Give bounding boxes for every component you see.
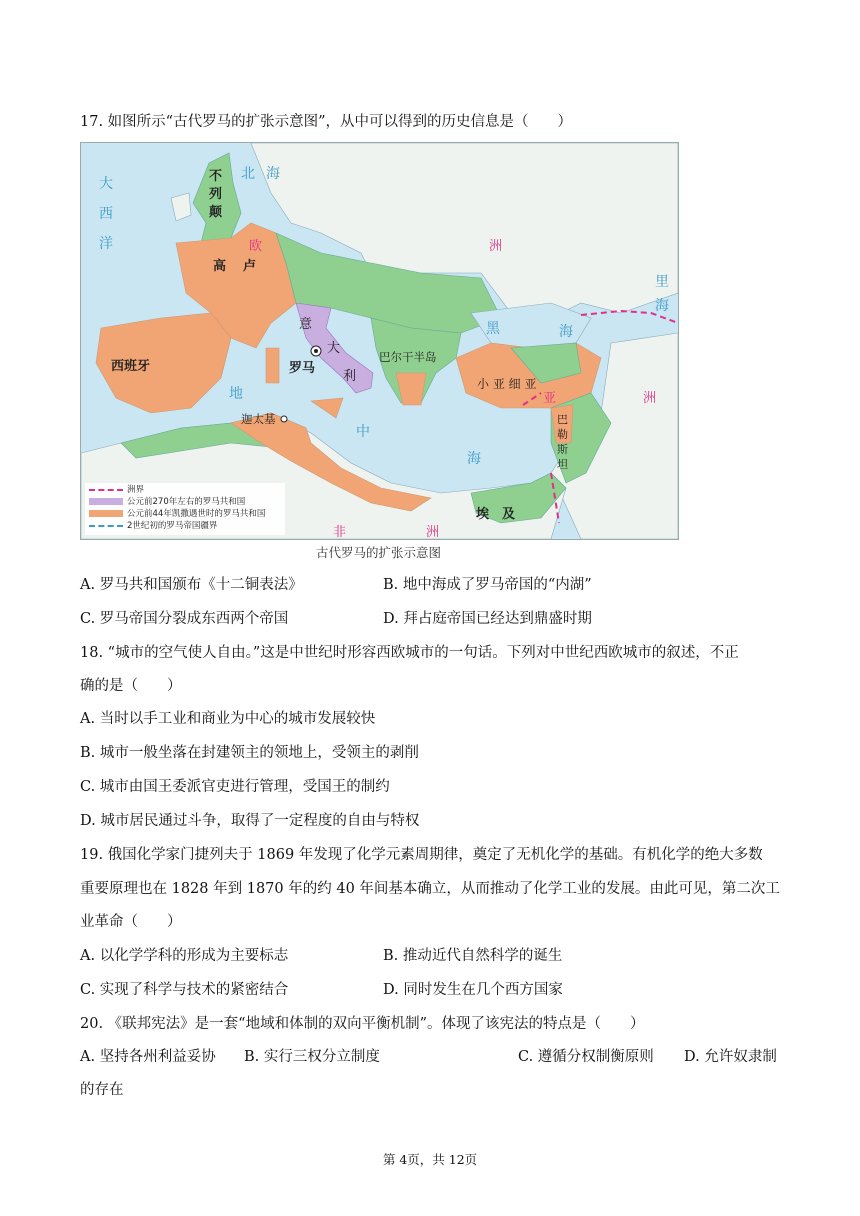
label-italy-2: 大 [327,341,341,356]
q17-option-b[interactable]: B. 地中海成了罗马帝国的“内湖” [383,577,592,593]
legend-republic-270bc: 公元前270年左右的罗马共和国 [89,497,245,508]
legend-republic-44bc: 公元前44年凯撒遇世时的罗马共和国 [89,509,265,520]
legend-swatch-purple [89,498,123,505]
q17-option-d[interactable]: D. 拜占庭帝国已经达到鼎盛时期 [383,611,592,627]
label-black-sea-1: 黑 [486,321,500,337]
label-caspian-2: 海 [655,298,669,314]
label-africa-2: 洲 [426,525,440,540]
label-palestine-2: 勒 [557,428,568,441]
label-italy-1: 意 [299,317,313,332]
carthage-marker [281,416,287,422]
q17-stem: 17. 如图所示“古代罗马的扩张示意图”，从中可以得到的历史信息是（ ） [80,114,572,130]
q18-option-b[interactable]: B. 城市一般坐落在封建领主的领地上，受领主的剥削 [80,745,419,761]
q19-option-c[interactable]: C. 实现了科学与技术的紧密结合 [80,982,289,998]
label-britain-3: 颠 [209,205,223,220]
q19-option-b[interactable]: B. 推动近代自然科学的诞生 [383,948,563,964]
label-asia-minor: 小 亚 细 亚 [477,377,537,391]
q18-stem-line1: 18. “城市的空气使人自由。”这是中世纪时形容西欧城市的一句话。下列对中世纪西欧城市的叙述，不正 [80,645,739,661]
map-graphic [81,143,678,539]
q19-option-a[interactable]: A. 以化学学科的形成为主要标志 [80,948,289,964]
q20-option-d-wrap: 的存在 [80,1082,124,1098]
label-europe-1: 欧 [249,239,263,254]
label-asia-2: 洲 [643,391,657,406]
label-med-2: 中 [356,424,370,440]
label-balkans: 巴尔干半岛 [379,350,437,364]
q20-option-d[interactable]: D. 允许奴隶制 [684,1049,777,1065]
land-sardinia [266,348,279,383]
q19-option-d[interactable]: D. 同时发生在几个西方国家 [383,982,563,998]
q20-option-c[interactable]: C. 遵循分权制衡原则 [518,1049,654,1065]
label-rome: 罗马 [289,361,316,376]
q18-option-a[interactable]: A. 当时以手工业和商业为中心的城市发展较快 [80,711,376,727]
label-egypt: 埃 及 [476,507,516,522]
label-atlantic-2: 西 [99,206,113,222]
label-palestine-4: 坦 [557,458,568,471]
legend-swatch-border [89,489,123,491]
label-asia-1: 亚 [543,391,557,406]
label-med-1: 地 [229,386,243,402]
page-footer: 第 4页，共 12页 [382,1152,478,1167]
label-caspian-1: 里 [655,274,669,290]
q20-stem: 20. 《联邦宪法》是一套“地域和体制的双向平衡机制”。体现了该宪法的特点是（ ） [80,1016,645,1032]
label-italy-3: 利 [343,369,357,384]
q19-stem-line3: 业革命（ ） [80,914,182,930]
q17-option-c[interactable]: C. 罗马帝国分裂成东西两个帝国 [80,611,289,627]
label-spain: 西班牙 [111,359,151,374]
label-black-sea-2: 海 [559,324,573,340]
label-carthage: 迦太基 [241,412,276,426]
label-gaul-1: 高 [213,259,227,274]
label-europe-2: 洲 [489,239,503,254]
legend-swatch-dashdot [89,525,123,527]
q18-option-c[interactable]: C. 城市由国王委派官吏进行管理，受国王的制约 [80,779,390,795]
label-britain-1: 不 [209,169,223,184]
legend-empire-2c: 2世纪初的罗马帝国疆界 [89,521,217,532]
label-north-sea-1: 北 [241,166,255,182]
legend-continent-border: 洲界 [89,485,144,496]
label-north-sea-2: 海 [266,166,280,182]
map-legend [85,483,285,535]
q19-stem-line1: 19. 俄国化学家门捷列夫于 1869 年发现了化学元素周期律，奠定了无机化学的基础。有机化学的绝大多数 [80,847,763,863]
q19-stem-line2: 重要原理也在 1828 年到 1870 年的约 40 年间基本确立，从而推动了化学工业的发展。由此可见，第二次工 [80,881,780,897]
roman-expansion-map [80,142,679,540]
q18-stem-line2: 确的是（ ） [80,678,182,694]
land-ireland [171,193,191,221]
label-britain-2: 列 [209,187,223,202]
label-atlantic-3: 洋 [99,236,113,252]
label-palestine-3: 斯 [557,443,568,456]
q20-option-b[interactable]: B. 实行三权分立制度 [244,1049,380,1065]
q20-option-a[interactable]: A. 坚持各州利益妥协 [80,1049,216,1065]
map-caption: 古代罗马的扩张示意图 [315,545,441,560]
label-gaul-2: 卢 [243,259,257,274]
land-sicily [311,398,343,418]
q17-option-a[interactable]: A. 罗马共和国颁布《十二铜表法》 [80,577,303,593]
q18-option-d[interactable]: D. 城市居民通过斗争，取得了一定程度的自由与特权 [80,813,420,829]
legend-swatch-orange [89,510,123,517]
label-palestine-1: 巴 [557,413,568,426]
label-med-3: 海 [467,451,481,467]
label-atlantic-1: 大 [99,176,113,192]
label-africa-1: 非 [333,525,347,540]
